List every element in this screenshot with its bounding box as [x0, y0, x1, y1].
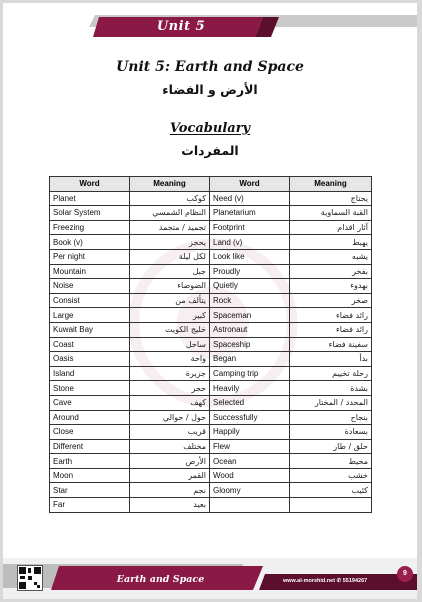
table-row — [50, 279, 372, 294]
meaning-cell: كئيب — [290, 483, 372, 498]
page-title-arabic: الأرض و الفضاء — [162, 82, 258, 97]
table-row — [50, 206, 372, 221]
meaning-cell: ساحل — [130, 337, 210, 352]
table-row — [50, 483, 372, 498]
meaning-cell: بهدوء — [290, 279, 372, 294]
meaning-cell: جبل — [130, 264, 210, 279]
footer-website — [283, 578, 367, 584]
qr-code-icon — [17, 565, 43, 591]
word-cell: Coast — [50, 337, 130, 352]
meaning-cell: يتألف من — [130, 293, 210, 308]
meaning-cell: كبير — [130, 308, 210, 323]
column-header-word: Word — [50, 177, 130, 192]
table-row — [50, 191, 372, 206]
word-cell — [210, 498, 290, 513]
word-cell: Oasis — [50, 352, 130, 367]
word-cell: Far — [50, 498, 130, 513]
meaning-cell: يهبط — [290, 235, 372, 250]
table-row — [50, 352, 372, 367]
word-cell: Ocean — [210, 454, 290, 469]
word-cell: Look like — [210, 249, 290, 264]
meaning-cell: آثار اقدام — [290, 220, 372, 235]
meaning-cell: صخر — [290, 293, 372, 308]
column-header-word: Word — [210, 177, 290, 192]
table-row — [50, 235, 372, 250]
word-cell: Mountain — [50, 264, 130, 279]
word-cell: Earth — [50, 454, 130, 469]
word-cell: Island — [50, 366, 130, 381]
table-row — [50, 410, 372, 425]
word-cell: Large — [50, 308, 130, 323]
meaning-cell: حلق / طار — [290, 439, 372, 454]
phone-icon: ✆ — [336, 578, 342, 584]
section-heading: Vocabulary — [169, 121, 251, 136]
meaning-cell: يشبه — [290, 249, 372, 264]
meaning-cell — [290, 498, 372, 513]
meaning-cell: كوكب — [130, 191, 210, 206]
table-row — [50, 439, 372, 454]
meaning-cell: خليج الكويت — [130, 322, 210, 337]
word-cell: Noise — [50, 279, 130, 294]
word-cell: Book (v) — [50, 235, 130, 250]
word-cell: Per night — [50, 249, 130, 264]
unit-label: Unit 5 — [156, 19, 206, 34]
meaning-cell: بشدة — [290, 381, 372, 396]
table-row — [50, 366, 372, 381]
word-cell: Astronaut — [210, 322, 290, 337]
vocabulary-table — [49, 176, 372, 513]
table-row — [50, 308, 372, 323]
meaning-cell: بنجاح — [290, 410, 372, 425]
section-heading-arabic: المفردات — [181, 143, 239, 158]
meaning-cell: محيط — [290, 454, 372, 469]
vocabulary-table-body — [50, 191, 372, 512]
meaning-cell: خشب — [290, 468, 372, 483]
footer-website-url: www.al-morshid.net — [283, 578, 336, 584]
word-cell: Gloomy — [210, 483, 290, 498]
word-cell: Consist — [50, 293, 130, 308]
table-row — [50, 395, 372, 410]
table-row — [50, 498, 372, 513]
table-header-row — [50, 177, 372, 192]
worksheet-page — [3, 3, 417, 599]
footer-title: Earth and Space — [116, 574, 205, 585]
meaning-cell: رائد فضاء — [290, 322, 372, 337]
word-cell: Planetarium — [210, 206, 290, 221]
meaning-cell: رائد فضاء — [290, 308, 372, 323]
meaning-cell: بسعادة — [290, 425, 372, 440]
word-cell: Close — [50, 425, 130, 440]
meaning-cell: يحجز — [130, 235, 210, 250]
word-cell: Cave — [50, 395, 130, 410]
table-row — [50, 322, 372, 337]
table-row — [50, 425, 372, 440]
word-cell: Different — [50, 439, 130, 454]
word-cell: Around — [50, 410, 130, 425]
meaning-cell: بدأ — [290, 352, 372, 367]
word-cell: Land (v) — [210, 235, 290, 250]
table-row — [50, 454, 372, 469]
word-cell: Rock — [210, 293, 290, 308]
word-cell: Flew — [210, 439, 290, 454]
word-cell: Began — [210, 352, 290, 367]
table-row — [50, 337, 372, 352]
meaning-cell: القبة السماوية — [290, 206, 372, 221]
meaning-cell: نجم — [130, 483, 210, 498]
word-cell: Wood — [210, 468, 290, 483]
footer-phone: 55194267 — [342, 578, 368, 584]
table-row — [50, 468, 372, 483]
word-cell: Freezing — [50, 220, 130, 235]
meaning-cell: النظام الشمسي — [130, 206, 210, 221]
table-row — [50, 249, 372, 264]
meaning-cell: بعيد — [130, 498, 210, 513]
word-cell: Successfully — [210, 410, 290, 425]
meaning-cell: مختلف — [130, 439, 210, 454]
page-title: Unit 5: Earth and Space — [116, 59, 304, 75]
table-row — [50, 264, 372, 279]
meaning-cell: المحدد / المختار — [290, 395, 372, 410]
meaning-cell: يحتاج — [290, 191, 372, 206]
meaning-cell: حجر — [130, 381, 210, 396]
meaning-cell: رحلة تخييم — [290, 366, 372, 381]
table-row — [50, 381, 372, 396]
word-cell: Camping trip — [210, 366, 290, 381]
word-cell: Solar System — [50, 206, 130, 221]
word-cell: Happily — [210, 425, 290, 440]
word-cell: Selected — [210, 395, 290, 410]
word-cell: Stone — [50, 381, 130, 396]
meaning-cell: سفينة فضاء — [290, 337, 372, 352]
meaning-cell: الأرض — [130, 454, 210, 469]
word-cell: Spaceship — [210, 337, 290, 352]
meaning-cell: بفخر — [290, 264, 372, 279]
word-cell: Moon — [50, 468, 130, 483]
meaning-cell: لكل ليلة — [130, 249, 210, 264]
meaning-cell: كهف — [130, 395, 210, 410]
word-cell: Planet — [50, 191, 130, 206]
word-cell: Footprint — [210, 220, 290, 235]
page-number: 9 — [397, 566, 413, 582]
word-cell: Kuwait Bay — [50, 322, 130, 337]
word-cell: Star — [50, 483, 130, 498]
word-cell: Heavily — [210, 381, 290, 396]
meaning-cell: جزيرة — [130, 366, 210, 381]
meaning-cell: الضوضاء — [130, 279, 210, 294]
word-cell: Quietly — [210, 279, 290, 294]
meaning-cell: تجميد / متجمد — [130, 220, 210, 235]
table-row — [50, 293, 372, 308]
meaning-cell: واحة — [130, 352, 210, 367]
meaning-cell: حول / حوالي — [130, 410, 210, 425]
table-row — [50, 220, 372, 235]
word-cell: Proudly — [210, 264, 290, 279]
column-header-meaning: Meaning — [290, 177, 372, 192]
meaning-cell: قريب — [130, 425, 210, 440]
meaning-cell: القمر — [130, 468, 210, 483]
word-cell: Spaceman — [210, 308, 290, 323]
column-header-meaning: Meaning — [130, 177, 210, 192]
word-cell: Need (v) — [210, 191, 290, 206]
